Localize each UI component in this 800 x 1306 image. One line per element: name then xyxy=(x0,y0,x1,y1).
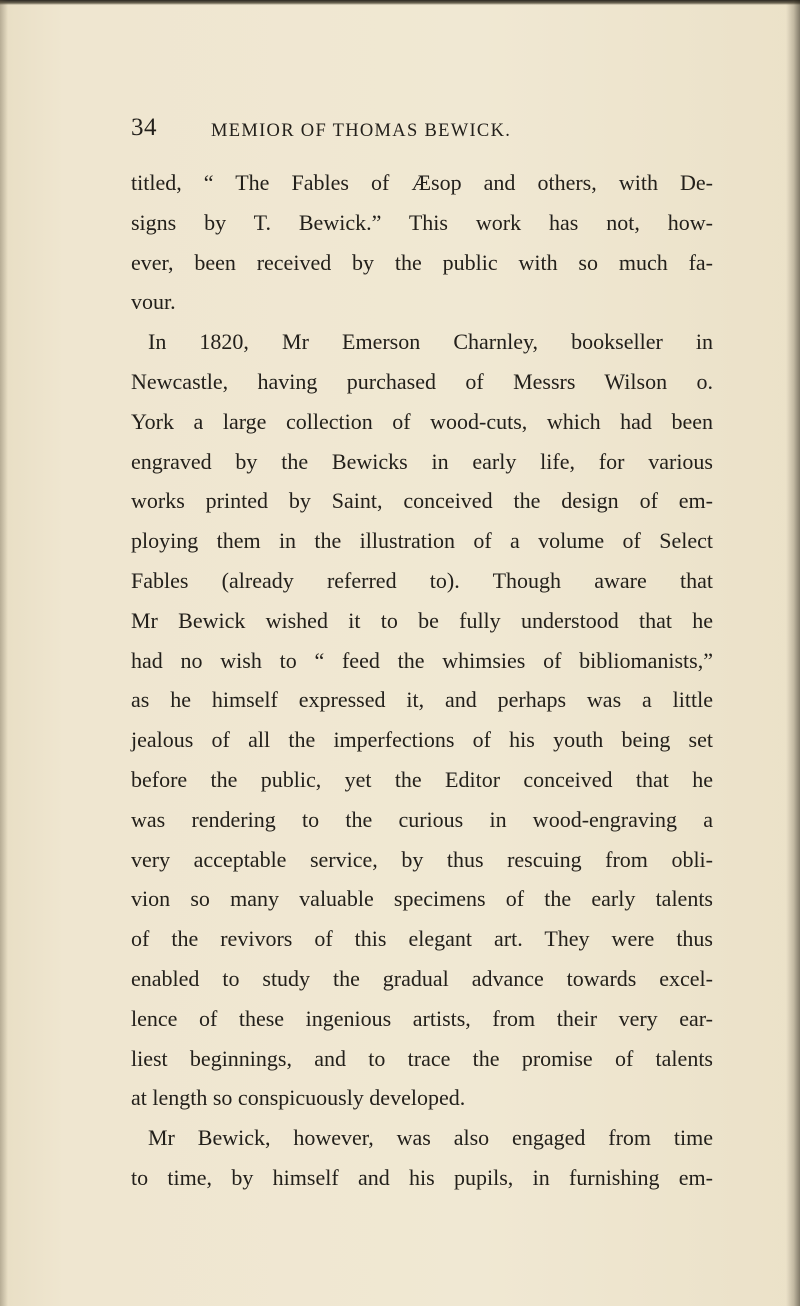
text-line: Fables (already referred to). Though aware that xyxy=(131,567,713,593)
text-line: very acceptable service, by thus rescuing from obli- xyxy=(131,846,713,872)
text-line: at length so conspicuously developed. xyxy=(131,1085,466,1111)
text-line: Mr Bewick wished it to be fully understood that he xyxy=(131,607,713,633)
text-line: had no wish to “ feed the whimsies of bibliomanists,” xyxy=(131,647,713,673)
page-header xyxy=(131,112,711,144)
page-top-edge xyxy=(0,0,800,5)
page-right-edge xyxy=(786,0,800,1306)
running-head: MEMIOR OF THOMAS BEWICK. xyxy=(211,121,512,141)
text-line: before the public, yet the Editor conceived that he xyxy=(131,766,713,792)
body-text xyxy=(131,163,713,1198)
text-line: Newcastle, having purchased of Messrs Wilson o. xyxy=(131,368,713,394)
text-line: vion so many valuable specimens of the early talents xyxy=(131,886,713,912)
text-line: In 1820, Mr Emerson Charnley, bookseller in xyxy=(148,329,713,355)
text-line: titled, “ The Fables of Æsop and others, with De- xyxy=(131,170,713,195)
text-line: as he himself expressed it, and perhaps was a little xyxy=(131,687,713,713)
text-line: vour. xyxy=(131,289,176,315)
text-line: lence of these ingenious artists, from their very ear- xyxy=(131,1005,713,1031)
text-line: ploying them in the illustration of a volume of Select xyxy=(131,528,713,554)
text-line: engraved by the Bewicks in early life, for various xyxy=(131,448,713,474)
text-line: jealous of all the imperfections of his youth being set xyxy=(131,727,713,753)
text-line: liest beginnings, and to trace the promise of talents xyxy=(131,1045,713,1071)
text-line: works printed by Saint, conceived the design of em- xyxy=(131,488,713,514)
page-number: 34 xyxy=(131,114,157,141)
text-line: to time, by himself and his pupils, in furnishing em- xyxy=(131,1164,713,1190)
text-line: York a large collection of wood-cuts, which had been xyxy=(131,408,713,434)
text-line: was rendering to the curious in wood-engraving a xyxy=(131,806,713,832)
text-line: Mr Bewick, however, was also engaged from time xyxy=(148,1125,713,1151)
text-line: of the revivors of this elegant art. They were thus xyxy=(131,926,713,952)
text-line: enabled to study the gradual advance towards excel- xyxy=(131,965,713,991)
text-line: ever, been received by the public with so much fa- xyxy=(131,249,713,275)
page-left-edge xyxy=(0,0,8,1306)
text-line: signs by T. Bewick.” This work has not, how- xyxy=(131,209,713,235)
